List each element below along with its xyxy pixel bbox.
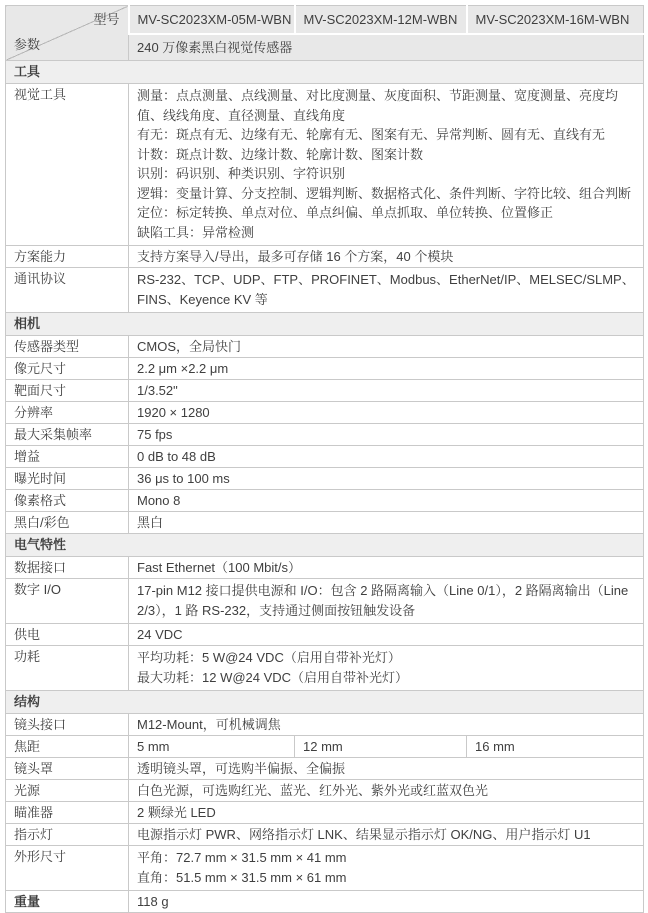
section-title-tools: 工具: [6, 61, 644, 84]
row-value-power-supply: 24 VDC: [129, 624, 644, 646]
row-value-resolution: 1920 × 1280: [129, 402, 644, 424]
row-label-vision-tools: 视觉工具: [6, 84, 129, 246]
row-label-lens-cover: 镜头罩: [6, 758, 129, 780]
vision-tools-line-logic: 逻辑：变量计算、分支控制、逻辑判断、数据格式化、条件判断、字符比较、组合判断: [137, 185, 632, 201]
row-label-gain: 增益: [6, 446, 129, 468]
row-label-mono-color: 黑白/彩色: [6, 512, 129, 534]
corner-cell-inner: [6, 6, 128, 58]
row-label-lens-mount: 镜头接口: [6, 714, 129, 736]
row-label-indicators: 指示灯: [6, 824, 129, 846]
row-label-pixel-format: 像素格式: [6, 490, 129, 512]
table-row: [6, 468, 644, 490]
table-row: [6, 336, 644, 358]
table-row: [6, 380, 644, 402]
section-title-camera: 相机: [6, 313, 644, 336]
dimensions-right-angle: 直角：51.5 mm × 31.5 mm × 61 mm: [137, 869, 347, 885]
row-value-mono-color: 黑白: [129, 512, 644, 534]
table-row: [6, 780, 644, 802]
row-value-indicators: 电源指示灯 PWR、网络指示灯 LNK、结果显示指示灯 OK/NG、用户指示灯 U1: [129, 824, 644, 846]
row-value-pixel-format: Mono 8: [129, 490, 644, 512]
corner-param-label: 参数: [14, 37, 41, 52]
model-name-3: MV-SC2023XM-16M-WBN: [467, 6, 644, 35]
power-consumption-max: 最大功耗：12 W@24 VDC（启用自带补光灯）: [137, 669, 409, 685]
table-row: [6, 84, 644, 246]
row-value-sensor-type: CMOS，全局快门: [129, 336, 644, 358]
model-name-2: MV-SC2023XM-12M-WBN: [295, 6, 467, 35]
row-value-lens-mount: M12-Mount，可机械调焦: [129, 714, 644, 736]
table-row: [6, 446, 644, 468]
vision-tools-line-positioning: 定位：标定转换、单点对位、单点纠偏、单点抓取、单位转换、位置修正: [137, 205, 554, 220]
section-row-tools: [6, 61, 644, 84]
row-value-dimensions: [129, 846, 644, 891]
table-row: [6, 358, 644, 380]
protocols-text: RS-232、TCP、UDP、FTP、PROFINET、Modbus、EtherNet/IP、MELSEC/SLMP、FINS、Keyence KV 等: [137, 272, 635, 307]
vision-tools-line-measure: 测量：点点测量、点线测量、对比度测量、灰度面积、节距测量、宽度测量、亮度均值、线线角度、直径测量、直线角度: [137, 88, 619, 123]
row-value-max-frame-rate: 75 fps: [129, 424, 644, 446]
row-label-weight: 重量: [6, 891, 129, 913]
table-row: [6, 646, 644, 691]
row-label-sensor-format: 靶面尺寸: [6, 380, 129, 402]
model-name-1: MV-SC2023XM-05M-WBN: [129, 6, 295, 35]
model-header-row: [6, 6, 644, 35]
row-label-resolution: 分辨率: [6, 402, 129, 424]
row-label-power-supply: 供电: [6, 624, 129, 646]
row-label-dimensions: 外形尺寸: [6, 846, 129, 891]
table-row: [6, 624, 644, 646]
row-value-weight: 118 g: [129, 891, 644, 913]
row-label-data-interface: 数据接口: [6, 557, 129, 579]
row-value-vision-tools: [129, 84, 644, 246]
row-label-exposure: 曝光时间: [6, 468, 129, 490]
row-value-exposure: 36 μs to 100 ms: [129, 468, 644, 490]
row-label-protocols: 通讯协议: [6, 268, 129, 313]
row-value-digital-io: [129, 579, 644, 624]
row-value-data-interface: Fast Ethernet（100 Mbit/s）: [129, 557, 644, 579]
focal-length-value-3: 16 mm: [467, 736, 644, 758]
table-row: [6, 512, 644, 534]
row-value-solution: 支持方案导入/导出，最多可存储 16 个方案，40 个模块: [129, 246, 644, 268]
row-value-gain: 0 dB to 48 dB: [129, 446, 644, 468]
table-row: [6, 246, 644, 268]
row-value-power-consumption: [129, 646, 644, 691]
vision-tools-line-presence: 有无：斑点有无、边缘有无、轮廓有无、图案有无、异常判断、圆有无、直线有无: [137, 127, 606, 142]
table-row: [6, 579, 644, 624]
table-row: [6, 402, 644, 424]
digital-io-text: 17-pin M12 接口提供电源和 I/O：包含 2 路隔离输入（Line 0/1），2 路隔离输出（Line 2/3），1 路 RS-232，支持通过侧面按钮触发设备: [137, 583, 629, 618]
section-title-electrical: 电气特性: [6, 534, 644, 557]
row-label-power-consumption: 功耗: [6, 646, 129, 691]
focal-length-value-2: 12 mm: [295, 736, 467, 758]
row-label-sensor-type: 传感器类型: [6, 336, 129, 358]
table-row: [6, 891, 644, 913]
vision-tools-lines: [137, 86, 635, 242]
focal-length-row: [6, 736, 644, 758]
table-row: [6, 424, 644, 446]
row-label-focal-length: 焦距: [6, 736, 129, 758]
corner-model-label: 型号: [93, 12, 120, 27]
vision-tools-line-defect: 缺陷工具：异常检测: [137, 224, 255, 240]
row-label-aimer: 瞄准器: [6, 802, 129, 824]
section-row-camera: [6, 313, 644, 336]
dimensions-flat: 平角：72.7 mm × 31.5 mm × 41 mm: [137, 850, 347, 865]
power-consumption-average: 平均功耗：5 W@24 VDC（启用自带补光灯）: [137, 650, 401, 665]
vision-tools-line-count: 计数：斑点计数、边缘计数、轮廓计数、图案计数: [137, 146, 424, 162]
table-row: [6, 557, 644, 579]
corner-cell: [6, 6, 129, 61]
section-title-structure: 结构: [6, 691, 644, 714]
vision-tools-line-recognition: 识别：码识别、种类识别、字符识别: [137, 166, 346, 181]
table-row: [6, 714, 644, 736]
section-row-electrical: [6, 534, 644, 557]
row-label-digital-io: 数字 I/O: [6, 579, 129, 624]
focal-length-value-1: 5 mm: [129, 736, 295, 758]
table-row: [6, 824, 644, 846]
table-row: [6, 268, 644, 313]
table-row: [6, 802, 644, 824]
row-value-light-source: 白色光源，可选购红光、蓝光、红外光、紫外光或红蓝双色光: [129, 780, 644, 802]
row-label-pixel-size: 像元尺寸: [6, 358, 129, 380]
table-row: [6, 490, 644, 512]
row-value-protocols: [129, 268, 644, 313]
spec-table: [5, 5, 644, 913]
row-label-max-frame-rate: 最大采集帧率: [6, 424, 129, 446]
row-value-lens-cover: 透明镜头罩，可选购半偏振、全偏振: [129, 758, 644, 780]
row-value-pixel-size: 2.2 μm ×2.2 μm: [129, 358, 644, 380]
row-label-solution: 方案能力: [6, 246, 129, 268]
section-row-structure: [6, 691, 644, 714]
product-description: 240 万像素黑白视觉传感器: [129, 34, 644, 61]
row-value-sensor-format: 1/3.52": [129, 380, 644, 402]
table-row: [6, 758, 644, 780]
row-value-aimer: 2 颗绿光 LED: [129, 802, 644, 824]
table-row: [6, 846, 644, 891]
row-label-light-source: 光源: [6, 780, 129, 802]
